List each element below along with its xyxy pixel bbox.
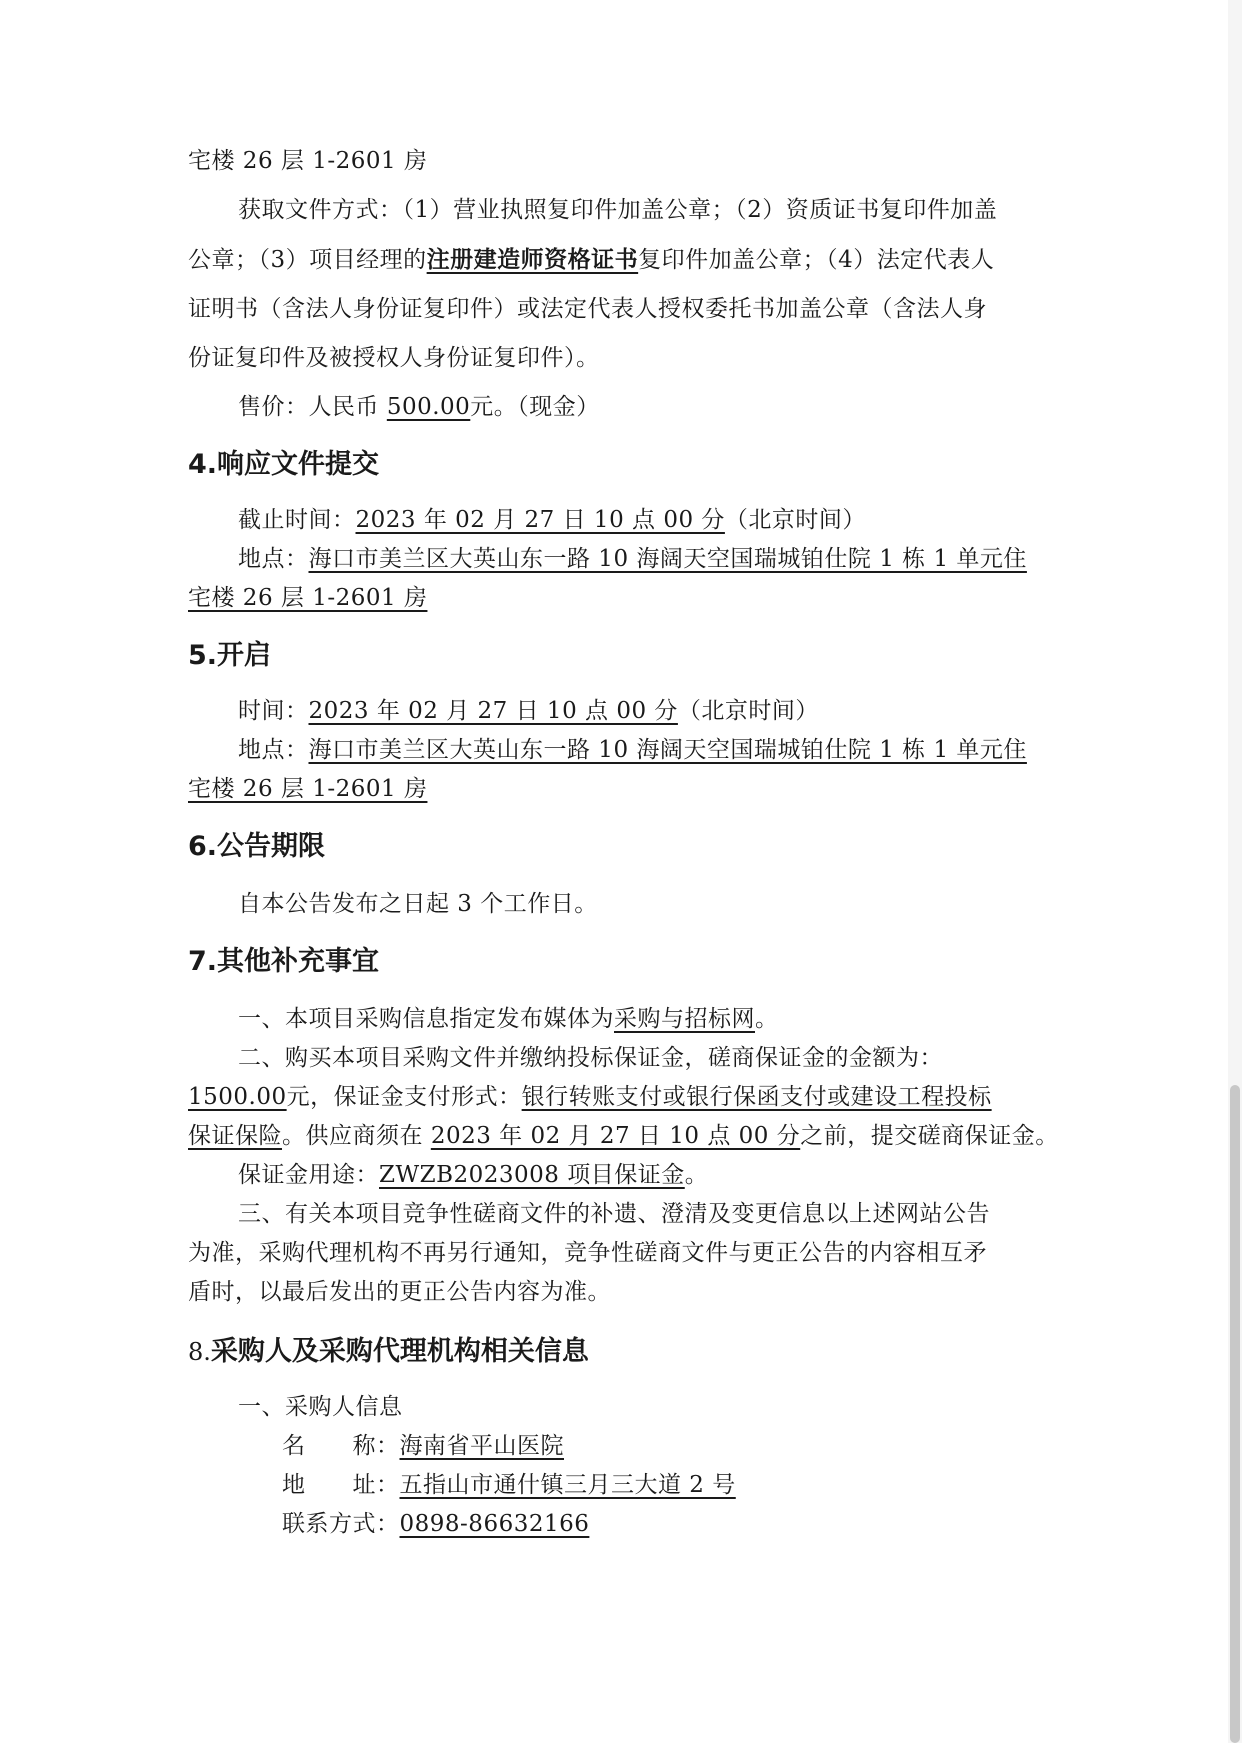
- place-value: 宅楼 26 层 1-2601 房: [188, 776, 428, 802]
- scrollbar-track[interactable]: [1228, 0, 1242, 1743]
- text-line: 证明书（含法人身份证复印件）或法定代表人授权委托书加盖公章（含法人身: [188, 296, 987, 322]
- text-line: 一、本项目采购信息指定发布媒体为采购与招标网。: [238, 1006, 779, 1032]
- purchaser-name: 海南省平山医院: [399, 1433, 564, 1459]
- price-value: 500.00: [386, 394, 471, 420]
- text-line: 份证复印件及被授权人身份证复印件）。: [188, 345, 600, 371]
- text-line: 保证保险。供应商须在 2023 年 02 月 27 日 10 点 00 分之前，提交磋商保证金。: [188, 1123, 1059, 1149]
- text-line: 1500.00元，保证金支付形式：银行转账支付或银行保函支付或建设工程投标: [188, 1084, 992, 1110]
- place-value: 海口市美兰区大英山东一路 10 海阔天空国瑞城铂仕院 1 栋 1 单元住: [308, 737, 1027, 763]
- text-line: 获取文件方式：（1）营业执照复印件加盖公章；（2）资质证书复印件加盖: [238, 197, 998, 223]
- text-line: 公章；（3）项目经理的注册建造师资格证书复印件加盖公章；（4）法定代表人: [188, 246, 995, 273]
- time-value: 2023 年 02 月 27 日 10 点 00 分: [308, 698, 678, 724]
- deposit-amount: 1500.00: [188, 1084, 287, 1110]
- text-line: 为准，采购代理机构不再另行通知，竞争性磋商文件与更正公告的内容相互矛: [188, 1240, 987, 1266]
- text-line: 时间：2023 年 02 月 27 日 10 点 00 分（北京时间）: [238, 698, 819, 724]
- text-line: 联系方式：0898-86632166: [282, 1511, 590, 1537]
- deposit-deadline: 2023 年 02 月 27 日 10 点 00 分: [430, 1123, 801, 1149]
- section-heading: 7.其他补充事宜: [188, 946, 380, 977]
- deadline-value: 2023 年 02 月 27 日 10 点 00 分: [355, 507, 725, 533]
- purchaser-address: 五指山市通什镇三月三大道 2 号: [399, 1472, 736, 1498]
- purchaser-contact: 0898-86632166: [399, 1511, 590, 1537]
- place-value: 宅楼 26 层 1-2601 房: [188, 585, 428, 611]
- text-line: 地点：海口市美兰区大英山东一路 10 海阔天空国瑞城铂仕院 1 栋 1 单元住: [238, 737, 1027, 763]
- scrollbar-thumb[interactable]: [1230, 1085, 1240, 1743]
- text-line: 自本公告发布之日起 3 个工作日。: [238, 891, 598, 917]
- document-content: [188, 142, 1068, 1544]
- text-line: 宅楼 26 层 1-2601 房: [188, 148, 428, 174]
- payment-method: 银行转账支付或银行保函支付或建设工程投标: [521, 1084, 992, 1110]
- section-heading: 4.响应文件提交: [188, 449, 380, 480]
- text-line: 二、购买本项目采购文件并缴纳投标保证金，磋商保证金的金额为：: [238, 1045, 943, 1071]
- media-name: 采购与招标网: [614, 1006, 755, 1032]
- section-heading: 5.开启: [188, 640, 272, 671]
- text-line: 截止时间：2023 年 02 月 27 日 10 点 00 分（北京时间）: [238, 507, 866, 533]
- text-line: 保证金用途：ZWZB2023008 项目保证金。: [238, 1162, 709, 1188]
- text-line: 地 址：五指山市通什镇三月三大道 2 号: [282, 1472, 736, 1498]
- text-line: 三、有关本项目竞争性磋商文件的补遗、澄清及变更信息以上述网站公告: [238, 1201, 990, 1227]
- deposit-usage: ZWZB2023008 项目保证金: [379, 1162, 685, 1188]
- highlight-text: 注册建造师资格证书: [426, 246, 639, 273]
- section-heading: 6.公告期限: [188, 831, 326, 862]
- payment-method: 保证保险: [188, 1123, 282, 1149]
- text-line: [188, 579, 1068, 618]
- section-heading: 8.采购人及采购代理机构相关信息: [188, 1336, 589, 1367]
- place-value: 海口市美兰区大英山东一路 10 海阔天空国瑞城铂仕院 1 栋 1 单元住: [308, 546, 1027, 572]
- text-line: [188, 770, 1068, 809]
- text-line: 名 称：海南省平山医院: [282, 1433, 564, 1459]
- text-line: 地点：海口市美兰区大英山东一路 10 海阔天空国瑞城铂仕院 1 栋 1 单元住: [238, 546, 1027, 572]
- text-line: 一、采购人信息: [238, 1394, 403, 1420]
- text-line: 盾时，以最后发出的更正公告内容为准。: [188, 1279, 611, 1305]
- text-line: 售价：人民币 500.00元。（现金）: [238, 394, 600, 420]
